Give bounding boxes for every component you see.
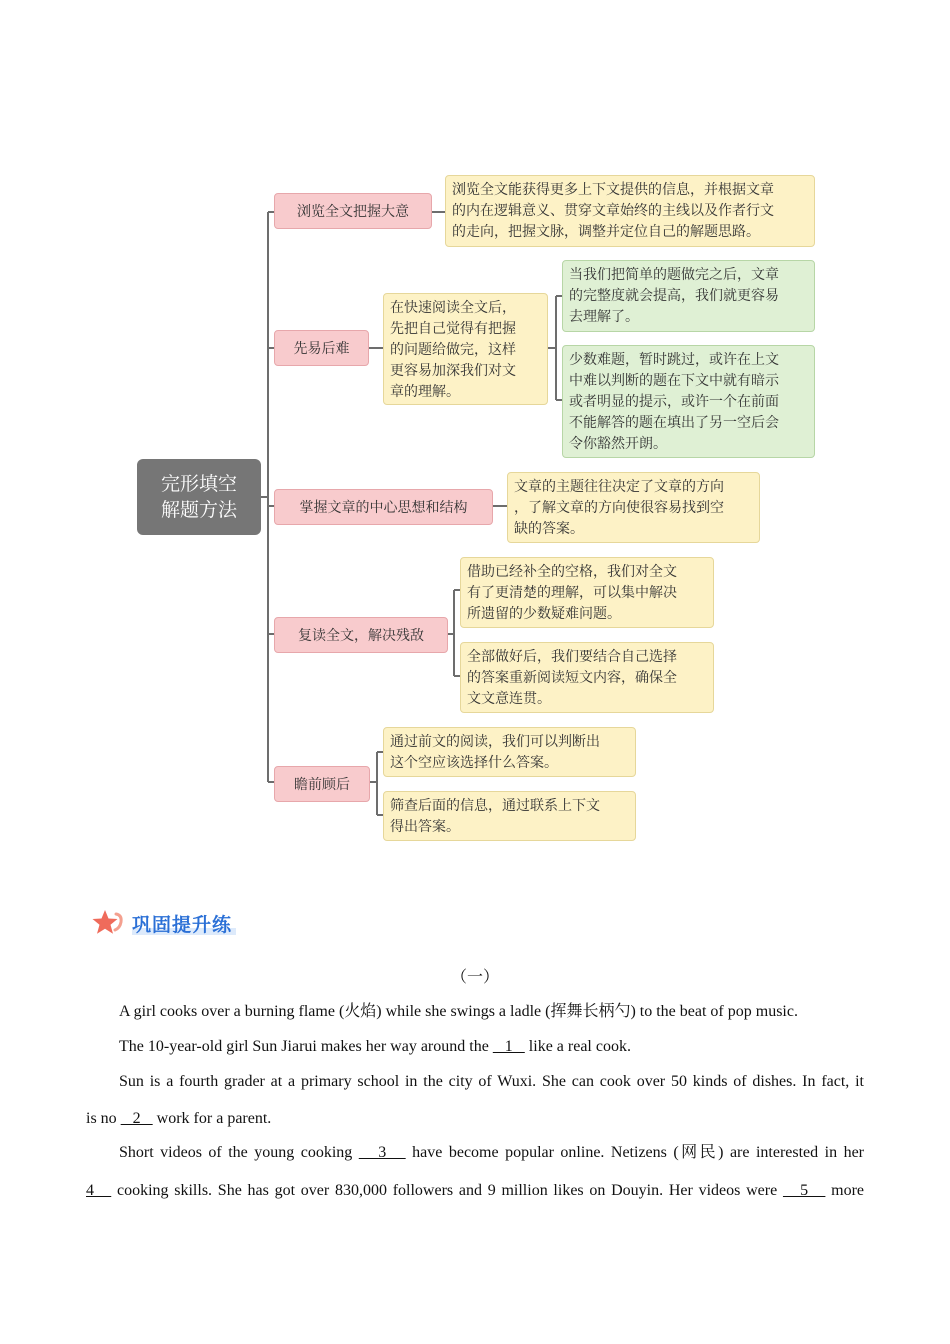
root-line-1: 完形填空 — [160, 473, 237, 495]
note-line: 通过前文的阅读，我们可以判断出 — [390, 734, 600, 750]
note-line: 的答案重新阅读短文内容，确保全 — [467, 670, 677, 686]
blank-2[interactable]: 2 — [120, 1110, 153, 1127]
blank-5[interactable]: 5 — [782, 1182, 826, 1199]
note-look-after — [383, 791, 636, 841]
branch-label: 先易后难 — [293, 341, 350, 357]
branch-reread — [274, 617, 448, 653]
note-line: 当我们把简单的题做完之后，文章 — [569, 267, 779, 283]
note-line: 所遗留的少数疑难问题。 — [467, 606, 621, 622]
note-line: 文章的主题往往决定了文章的方向 — [514, 479, 724, 495]
star-icon — [92, 909, 124, 937]
text-run: Short videos of the young cooking — [119, 1144, 359, 1161]
branch-label: 瞻前顾后 — [294, 777, 350, 793]
note-line: 去理解了。 — [569, 309, 639, 325]
mindmap-root — [137, 459, 261, 535]
note-easy-first — [383, 293, 548, 405]
section-title: 巩固提升练 — [132, 910, 232, 937]
note-line: 得出答案。 — [390, 819, 460, 835]
paragraph-2 — [86, 1028, 864, 1066]
text-run: have become popular online. Netizens (网民) are interested in her — [405, 1144, 864, 1161]
text-run: more — [825, 1182, 865, 1199]
branch-look-around — [274, 766, 370, 802]
note-skim — [445, 175, 815, 247]
paragraph-4-line-2 — [86, 1172, 864, 1210]
note-line: 或者明显的提示，或许一个在前面 — [569, 394, 779, 410]
note-line: 浏览全文能获得更多上下文提供的信息，并根据文章 — [452, 182, 774, 198]
paragraph-4-line-1 — [86, 1134, 864, 1172]
note-reread-filled — [460, 557, 714, 628]
note-line: 少数难题，暂时跳过，或许在上文 — [569, 352, 779, 368]
text-run: like a real cook. — [524, 1038, 631, 1055]
note-line: 筛查后面的信息，通过联系上下文 — [390, 798, 600, 814]
note-line: 不能解答的题在填出了另一空后会 — [569, 415, 779, 431]
note-line: 这个空应该选择什么答案。 — [390, 755, 558, 771]
note-line: 借助已经补全的空格，我们对全文 — [467, 564, 677, 580]
note-line: 更容易加深我们对文 — [390, 363, 516, 379]
note-look-before — [383, 727, 636, 777]
paragraph-3-line-1: Sun is a fourth grader at a primary school in the city of Wuxi. She can cook over 50 kinds of dishes. In fact, it — [119, 1073, 864, 1090]
branch-label: 复读全文，解决残敌 — [298, 628, 424, 644]
note-line: 缺的答案。 — [514, 521, 584, 537]
note-line: 全部做好后，我们要结合自己选择 — [467, 649, 677, 665]
note-reread-check — [460, 642, 714, 713]
note-line: ，了解文章的方向使很容易找到空 — [514, 500, 724, 516]
note-hard-skip — [562, 345, 815, 458]
note-line: 文文意连贯。 — [467, 691, 551, 707]
note-line: 的问题给做完，这样 — [390, 342, 516, 358]
text-run: cooking skills. She has got over 830,000 followers and 9 million likes on Douyin. Her videos were — [111, 1182, 783, 1199]
branch-main-idea — [274, 489, 493, 525]
note-main-idea — [507, 472, 760, 543]
branch-label: 掌握文章的中心思想和结构 — [299, 500, 468, 516]
blank-1[interactable]: 1 — [492, 1038, 525, 1055]
paragraph-1: A girl cooks over a burning flame (火焰) while she swings a ladle (挥舞长柄勺) to the beat of pop music. — [119, 1003, 798, 1020]
text-run: is no — [86, 1110, 121, 1127]
note-simple-done — [562, 260, 815, 332]
note-line: 先把自己觉得有把握 — [390, 321, 516, 337]
blank-4[interactable]: 4 — [86, 1182, 112, 1199]
note-line: 的完整度就会提高，我们就更容易 — [569, 288, 779, 304]
note-line: 有了更清楚的理解，可以集中解决 — [467, 585, 677, 601]
text-run: work for a parent. — [152, 1110, 272, 1127]
note-line: 在快速阅读全文后， — [390, 300, 516, 316]
branch-label: 浏览全文把握大意 — [297, 204, 409, 220]
section-heading — [92, 906, 232, 940]
branch-skim-text — [274, 193, 432, 229]
note-line: 的走向，把握文脉，调整并定位自己的解题思路。 — [452, 224, 760, 240]
root-line-2: 解题方法 — [160, 499, 237, 521]
note-line: 的内在逻辑意义、贯穿文章始终的主线以及作者行文 — [452, 203, 774, 219]
note-line: 令你豁然开朗。 — [569, 436, 667, 452]
branch-easy-first — [274, 330, 369, 366]
passage-number: （一） — [450, 969, 499, 986]
text-run: The 10-year-old girl Sun Jiarui makes her way around the — [119, 1038, 493, 1055]
note-line: 章的理解。 — [390, 384, 460, 400]
blank-3[interactable]: 3 — [358, 1144, 406, 1161]
note-line: 中难以判断的题在下文中就有暗示 — [569, 373, 779, 389]
paragraph-3-line-2 — [86, 1100, 864, 1138]
